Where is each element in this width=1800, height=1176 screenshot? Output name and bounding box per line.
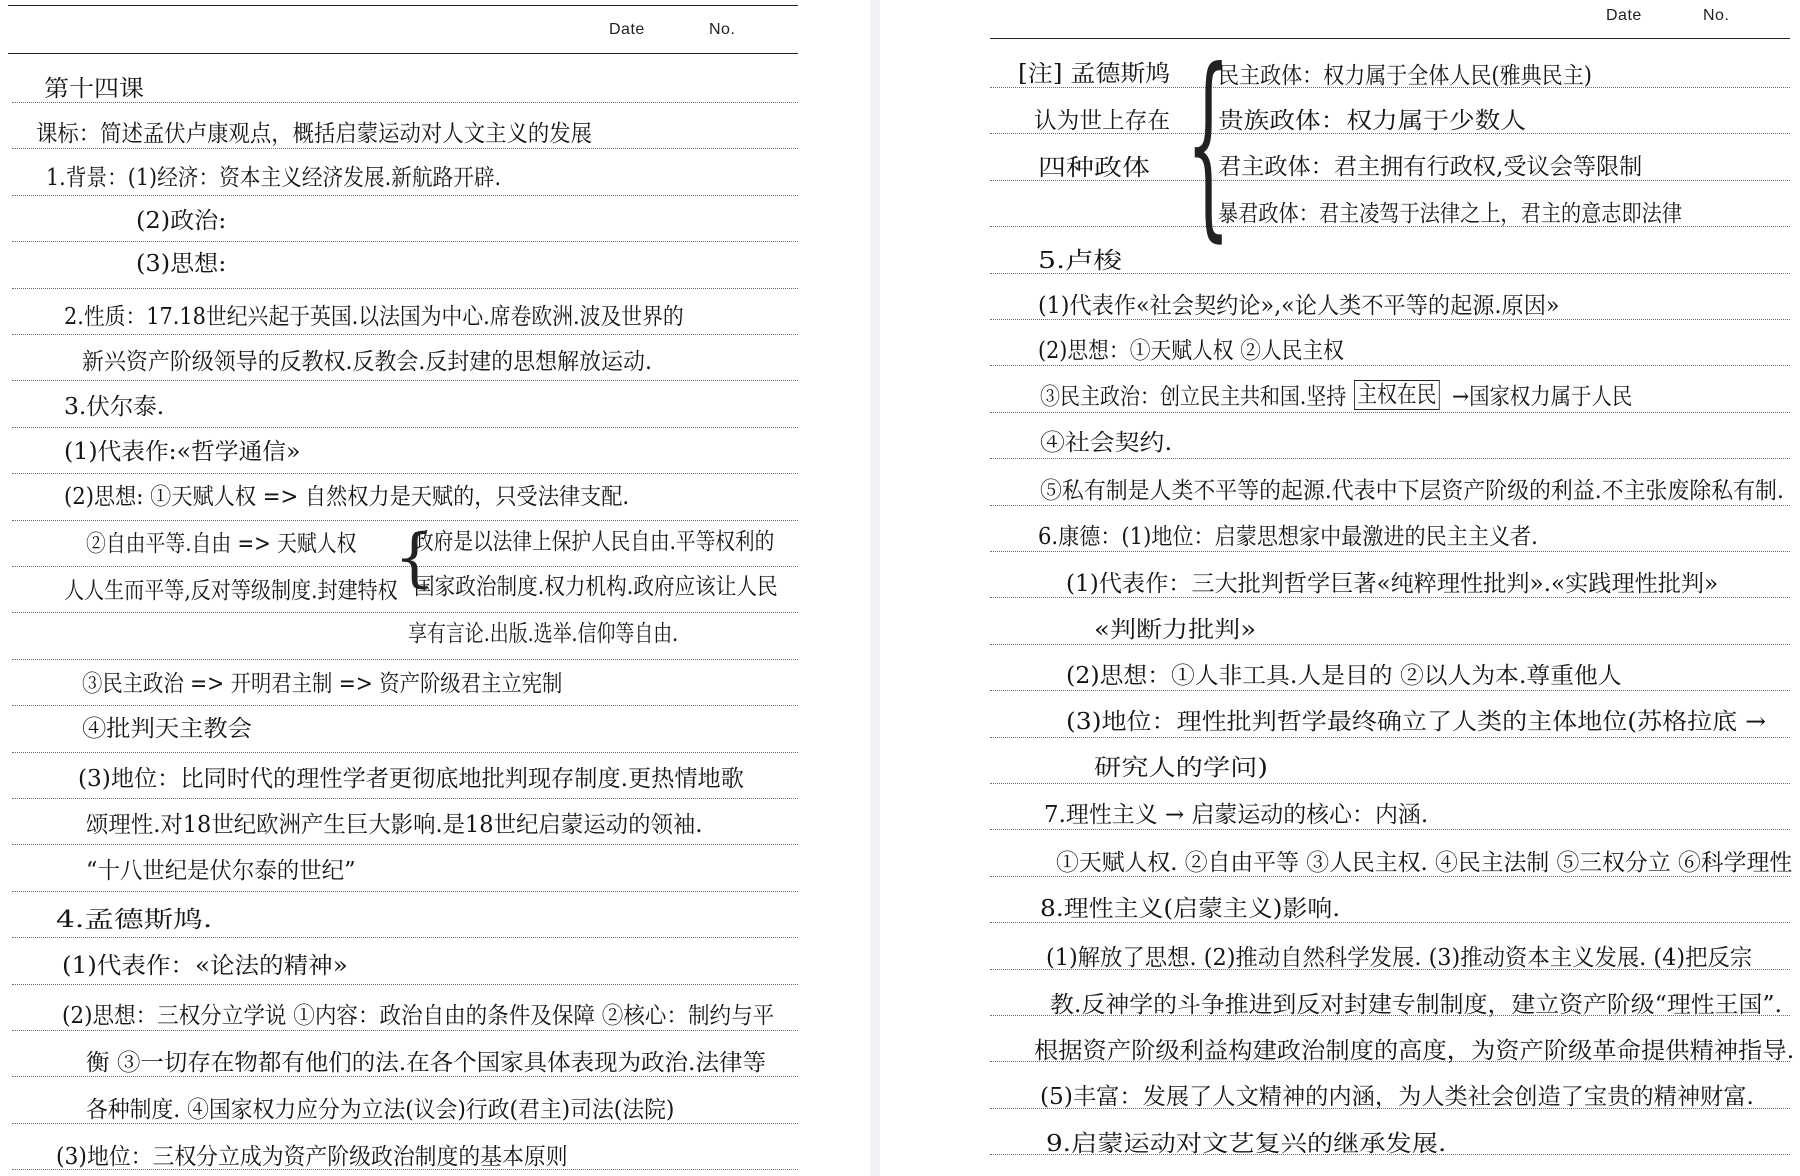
ruled-line xyxy=(12,612,798,613)
note-line: (2)思想：三权分立学说 ①内容：政治自由的条件及保障 ②核心：制约与平 xyxy=(62,1003,775,1029)
note-line: 5.卢梭 xyxy=(1038,248,1122,274)
ruled-line xyxy=(12,937,798,938)
brace-bracket: { xyxy=(394,521,435,595)
note-line: (2)思想：①天赋人权 ②人民主权 xyxy=(1038,338,1344,364)
note-line: (1)代表作:«哲学通信» xyxy=(64,439,301,465)
ruled-line xyxy=(12,891,798,892)
brace-bracket: { xyxy=(1186,27,1231,260)
note-line: 根据资产阶级利益构建政治制度的高度，为资产阶级革命提供精神指导. xyxy=(1034,1038,1795,1064)
ruled-line xyxy=(990,644,1790,645)
sovereignty-box: 主权在民 xyxy=(1354,380,1440,410)
ruled-line xyxy=(12,148,798,149)
note-line: ③民主政治 => 开明君主制 => 资产阶级君主立宪制 xyxy=(82,671,563,697)
government-type-item: 贵族政体：权力属于少数人 xyxy=(1218,108,1526,134)
ruled-line xyxy=(12,844,798,845)
note-label: 四种政体 xyxy=(1038,155,1150,181)
note-line: (3)思想: xyxy=(136,251,227,277)
note-line: 人人生而平等,反对等级制度.封建特权 xyxy=(64,578,398,604)
note-line: (1)代表作：«论法的精神» xyxy=(62,953,348,979)
note-line: (1)代表作«社会契约论»,«论人类不平等的起源.原因» xyxy=(1038,293,1560,319)
ruled-line xyxy=(990,458,1790,459)
number-label: No. xyxy=(1703,7,1730,24)
note-line: 政府是以法律上保护人民自由.平等权利的 xyxy=(414,529,775,555)
note-line: →国家权力属于人民 xyxy=(1452,384,1633,410)
note-line: 8.理性主义(启蒙主义)影响. xyxy=(1040,896,1341,922)
notebook-page-left xyxy=(0,0,870,1176)
note-line: ①天赋人权. ②自由平等 ③人民主权. ④民主法制 ⑤三权分立 ⑥科学理性 xyxy=(1056,850,1793,876)
note-line: ④社会契约. xyxy=(1040,430,1173,456)
ruled-line xyxy=(12,659,798,660)
ruled-line xyxy=(12,241,798,242)
header-rule xyxy=(990,38,1790,39)
number-label: No. xyxy=(709,21,736,38)
ruled-line xyxy=(990,551,1790,552)
note-line: 研究人的学问) xyxy=(1094,755,1268,781)
ruled-line xyxy=(12,984,798,985)
note-line: 4.孟德斯鸠. xyxy=(56,907,213,933)
note-line: ④批判天主教会 xyxy=(82,716,252,742)
note-label: [注] 孟德斯鸠 xyxy=(1018,61,1171,87)
top-rule xyxy=(8,5,798,6)
note-line: “十八世纪是伏尔泰的世纪” xyxy=(86,858,356,884)
note-line: 教.反神学的斗争推进到反对封建专制制度，建立资产阶级“理性王国”. xyxy=(1050,992,1783,1018)
note-label: 认为世上存在 xyxy=(1034,108,1170,134)
note-line: ⑤私有制是人类不平等的起源.代表中下层资产阶级的利益.不主张废除私有制. xyxy=(1040,478,1784,504)
note-line: (2)思想: ①天赋人权 => 自然权力是天赋的，只受法律支配. xyxy=(64,484,630,510)
note-line: (3)地位：理性批判哲学最终确立了人类的主体地位(苏格拉底 → xyxy=(1066,709,1767,735)
note-line: 9.启蒙运动对文艺复兴的继承发展. xyxy=(1046,1131,1447,1157)
ruled-line xyxy=(12,1030,798,1031)
header-rule xyxy=(8,53,798,54)
ruled-line xyxy=(990,737,1790,738)
note-line: 3.伏尔泰. xyxy=(64,394,165,420)
note-line: 第十四课 xyxy=(44,76,144,102)
note-line: 享有言论.出版.选举.信仰等自由. xyxy=(408,621,679,647)
ruled-line xyxy=(12,798,798,799)
ruled-line xyxy=(990,690,1790,691)
ruled-line xyxy=(990,365,1790,366)
ruled-line xyxy=(12,288,798,289)
note-line: «判断力批判» xyxy=(1094,617,1257,643)
note-line: 颂理性.对18世纪欧洲产生巨大影响.是18世纪启蒙运动的领袖. xyxy=(86,812,703,838)
note-line: 新兴资产阶级领导的反教权.反教会.反封建的思想解放运动. xyxy=(82,349,652,375)
ruled-line xyxy=(12,752,798,753)
note-line: (3)地位：比同时代的理性学者更彻底地批判现存制度.更热情地歌 xyxy=(78,766,744,792)
note-line: (2)思想：①人非工具.人是目的 ②以人为本.尊重他人 xyxy=(1066,663,1622,689)
note-line: (2)政治: xyxy=(136,208,227,234)
government-type-item: 君主政体：君主拥有行政权,受议会等限制 xyxy=(1218,154,1643,180)
note-line: 各种制度. ④国家权力应分为立法(议会)行政(君主)司法(法院) xyxy=(86,1097,675,1123)
ruled-line xyxy=(12,195,798,196)
ruled-line xyxy=(990,412,1790,413)
note-line: (3)地位：三权分立成为资产阶级政治制度的基本原则 xyxy=(56,1144,568,1170)
note-line: 7.理性主义 → 启蒙运动的核心：内涵. xyxy=(1044,802,1429,828)
ruled-line xyxy=(990,829,1790,830)
date-label: Date xyxy=(609,21,645,38)
note-line: 国家政治制度.权力机构.政府应该让人民 xyxy=(414,574,778,600)
note-line: 6.康德：(1)地位：启蒙思想家中最激进的民主主义者. xyxy=(1038,524,1538,550)
notebook-page-right xyxy=(880,0,1800,1176)
note-line: (1)代表作：三大批判哲学巨著«纯粹理性批判».«实践理性批判» xyxy=(1066,571,1719,597)
note-line: 2.性质：17.18世纪兴起于英国.以法国为中心.席卷欧洲.波及世界的 xyxy=(64,304,684,330)
ruled-line xyxy=(12,473,798,474)
ruled-line xyxy=(12,334,798,335)
note-line: ②自由平等.自由 => 天赋人权 xyxy=(86,531,357,557)
ruled-line xyxy=(12,705,798,706)
note-line: 1.背景：(1)经济：资本主义经济发展.新航路开辟. xyxy=(46,165,502,191)
ruled-line xyxy=(12,380,798,381)
note-line: 衡 ③一切存在物都有他们的法.在各个国家具体表现为政治.法律等 xyxy=(86,1050,766,1076)
note-line: 课标：简述孟伏卢康观点，概括启蒙运动对人文主义的发展 xyxy=(36,121,592,147)
ruled-line xyxy=(990,783,1790,784)
date-label: Date xyxy=(1606,7,1642,24)
note-line: (5)丰富：发展了人文精神的内涵，为人类社会创造了宝贵的精神财富. xyxy=(1040,1084,1754,1110)
note-line: ③民主政治：创立民主共和国.坚持 xyxy=(1040,384,1347,410)
ruled-line xyxy=(990,505,1790,506)
ruled-line xyxy=(12,427,798,428)
government-type-item: 民主政体：权力属于全体人民(雅典民主) xyxy=(1218,63,1592,89)
government-type-item: 暴君政体：君主凌驾于法律之上，君主的意志即法律 xyxy=(1218,201,1682,227)
note-line: (1)解放了思想. (2)推动自然科学发展. (3)推动资本主义发展. (4)把反宗 xyxy=(1046,945,1753,971)
